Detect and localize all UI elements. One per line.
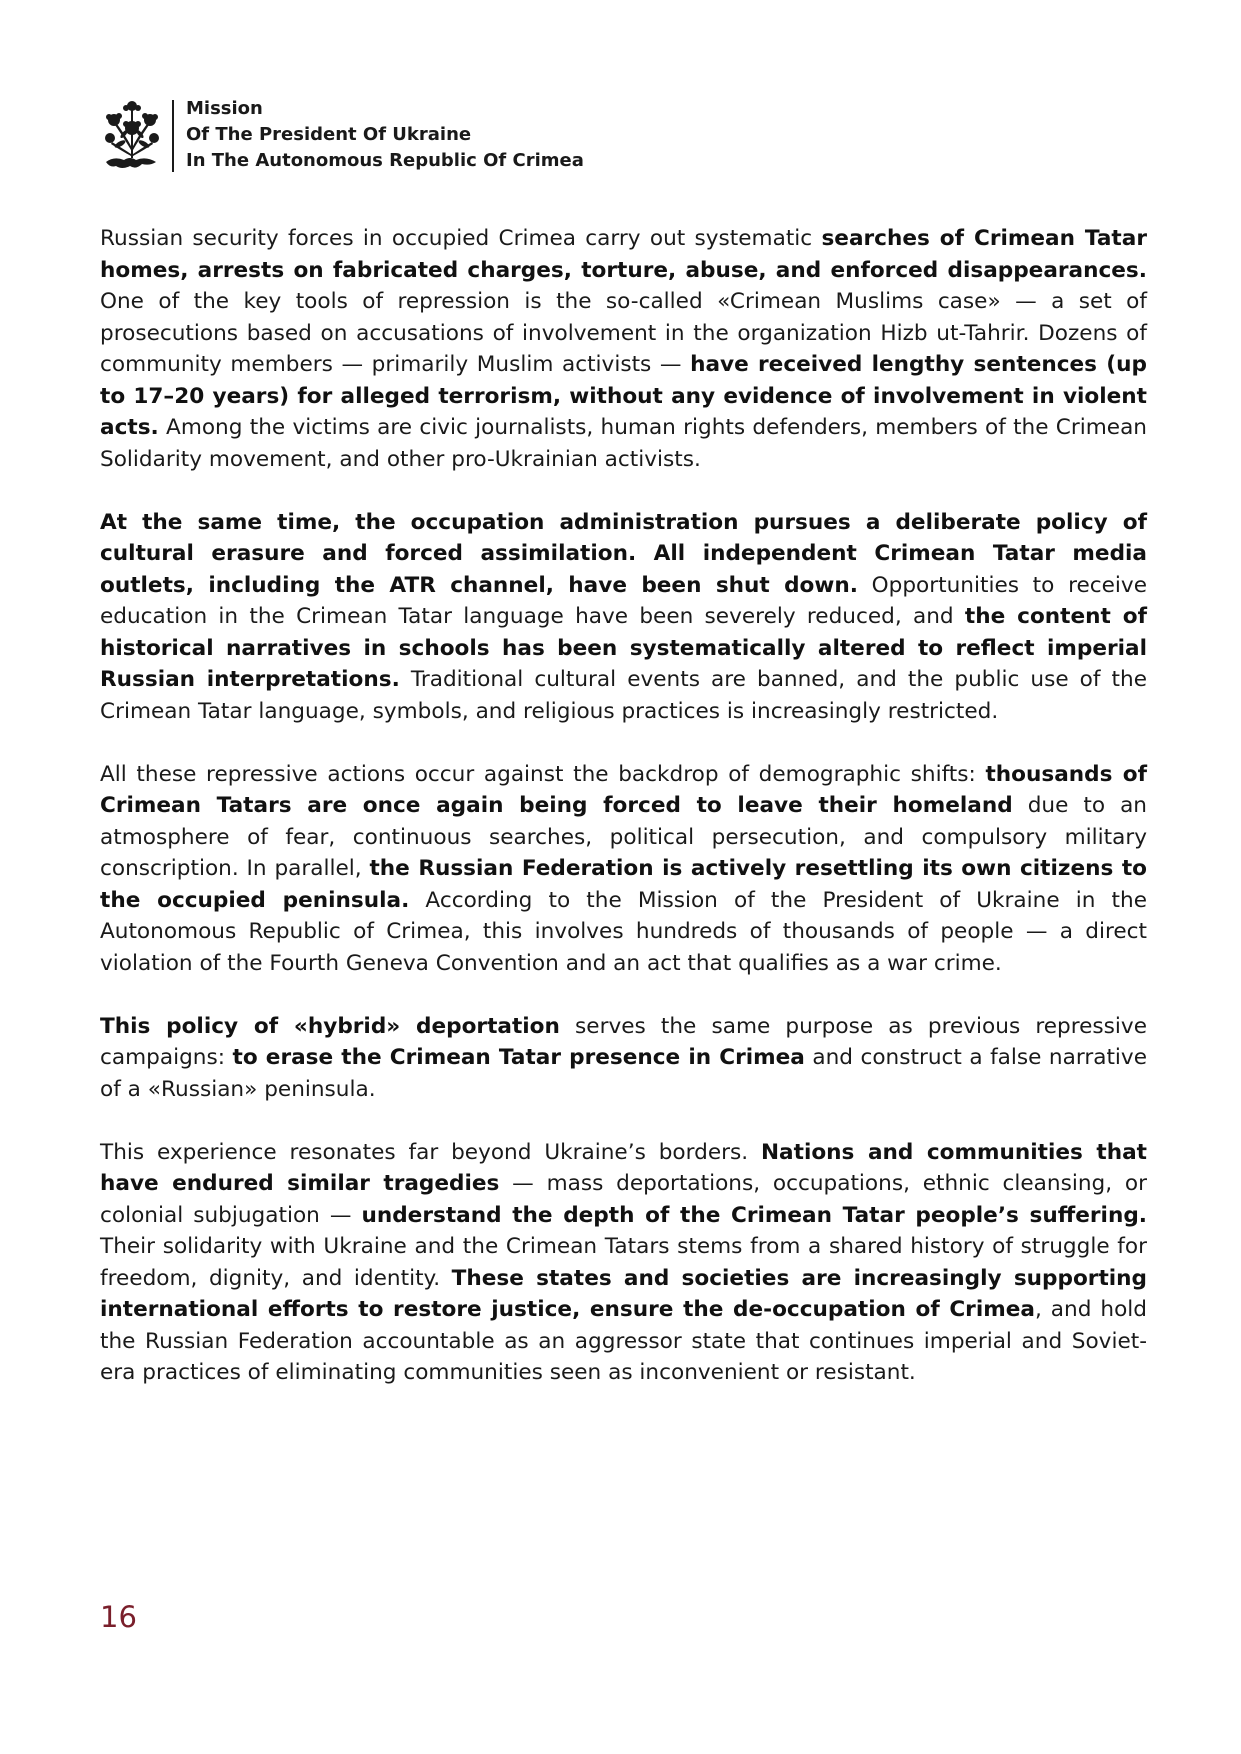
paragraph-text: — mass deportations, occupations, ethnic cleansing, or colonial subjugation — — [100, 1171, 1147, 1228]
emphasized-text: At the same time, the occupation administration pursues a deliberate policy of cultural erasure and forced assimilation. All independent Crimean Tatar media outlets, including the ATR channel, have been shut down. — [100, 509, 1147, 598]
emphasized-text: Nations and communities that have endured similar tragedies — [100, 1139, 1147, 1196]
paragraph-text: Among the victims are civic journalists, human rights defenders, members of the Crimean Solidarity movement, and other pro-Ukrainian activists. — [100, 415, 1147, 472]
emphasized-text: understand the depth of the Crimean Tatar people’s suffering. — [361, 1202, 1147, 1228]
body-paragraph — [100, 1137, 1147, 1389]
paragraph-text: , and hold the Russian Federation accountable as an aggressor state that continues imperial and Soviet-era practices of eliminating communities seen as inconvenient or resistant. — [100, 1297, 1147, 1385]
paragraph-text: and construct a false narrative of a «Russian» peninsula. — [100, 1045, 1147, 1102]
paragraph-text: Russian security forces in occupied Crimea carry out systematic — [100, 226, 822, 251]
emphasized-text: This policy of «hybrid» deportation — [100, 1013, 560, 1039]
paragraph-text: serves the same purpose as previous repressive campaigns: — [100, 1013, 1147, 1070]
organization-name — [186, 96, 584, 174]
org-line-president: Of The President Of Ukraine — [186, 124, 472, 145]
emphasized-text: the content of historical narratives in schools has been systematically altered to reflect imperial Russian interpretations. — [100, 604, 1147, 692]
emphasized-text: searches of Crimean Tatar homes, arrests on fabricated charges, torture, abuse, and enforced disappearances. — [100, 226, 1147, 283]
org-line-mission: Mission — [186, 98, 263, 119]
emphasized-text: have received lengthy sentences (up to 17–20 years) for alleged terrorism, without any evidence of involvement in violent acts. — [100, 352, 1147, 440]
body-paragraph — [100, 507, 1147, 728]
emphasized-text: to erase the Crimean Tatar presence in Crimea — [232, 1045, 805, 1070]
paragraph-text: due to an atmosphere of fear, continuous searches, political persecution, and compulsory military conscription. In parallel, — [100, 793, 1147, 881]
page-number: 16 — [100, 1600, 137, 1634]
paragraph-text: One of the key tools of repression is the so-called «Crimean Muslims case» — a set of prosecutions based on accusations of involvement in the organization Hizb ut-Tahrir. Dozens of community members — primarily Muslim activists — — [100, 289, 1147, 377]
body-paragraph — [100, 223, 1147, 475]
document-header — [100, 96, 584, 176]
paragraph-text: According to the Mission of the President of Ukraine in the Autonomous Republic of Crimea, this involves hundreds of thousands of people — a direct violation of the Fourth Geneva Convention and an act that qualifies as a war crime. — [100, 887, 1147, 976]
document-body — [100, 223, 1147, 1420]
paragraph-text: Traditional cultural events are banned, and the public use of the Crimean Tatar language, symbols, and religious practices is increasingly restricted. — [100, 667, 1147, 724]
body-paragraph — [100, 1011, 1147, 1106]
paragraph-text: Their solidarity with Ukraine and the Crimean Tatars stems from a shared history of struggle for freedom, dignity, and identity. — [100, 1234, 1147, 1291]
paragraph-text: Opportunities to receive education in the Crimean Tatar language have been severely reduced, and — [100, 572, 1147, 629]
org-line-crimea: In The Autonomous Republic Of Crimea — [186, 150, 584, 171]
emphasized-text: the Russian Federation is actively resettling its own citizens to the occupied peninsula. — [100, 856, 1147, 913]
body-paragraph — [100, 759, 1147, 980]
crimean-tatar-flower-emblem-icon — [100, 98, 164, 174]
header-divider — [172, 100, 174, 172]
emphasized-text: thousands of Crimean Tatars are once again being forced to leave their homeland — [100, 761, 1147, 818]
emphasized-text: These states and societies are increasingly supporting international efforts to restore justice, ensure the de-occupation of Crimea — [100, 1265, 1148, 1322]
paragraph-text: This experience resonates far beyond Ukraine’s borders. — [100, 1139, 761, 1165]
paragraph-text: All these repressive actions occur against the backdrop of demographic shifts: — [100, 761, 986, 787]
